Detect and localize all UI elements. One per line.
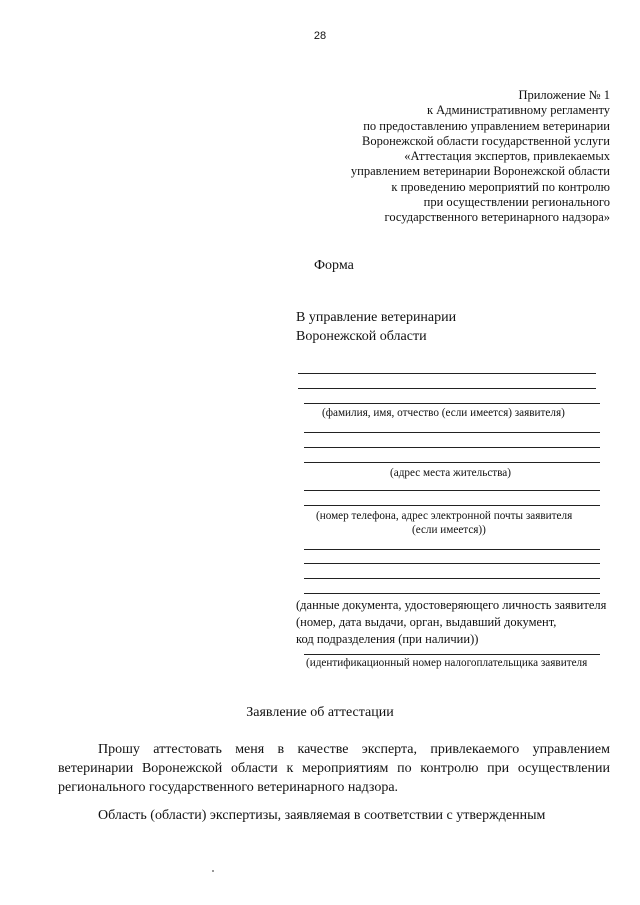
form-label: Форма [314,258,354,273]
fill-line-address-1[interactable] [304,432,600,433]
fill-line-document-3[interactable] [304,578,600,579]
fill-line-document-2[interactable] [304,563,600,564]
appendix-line: к проведению мероприятий по контролю [391,179,610,194]
caption-fio: (фамилия, имя, отчество (если имеется) заявителя) [322,407,565,419]
fill-line-fio-1[interactable] [298,373,596,374]
fill-line-fio-3[interactable] [304,403,600,404]
appendix-line: управлением ветеринарии Воронежской области [350,164,610,179]
caption-document-1: (данные документа, удостоверяющего личность заявителя [296,598,607,612]
caption-document-3: код подразделения (при наличии)) [296,632,479,646]
page-number: 28 [313,30,327,42]
appendix-line: при осуществлении регионального [423,195,610,210]
scan-speck [212,870,214,872]
addressee-line-1: В управление ветеринарии [296,310,457,325]
caption-address: (адрес места жительства) [390,467,511,479]
caption-inn: (идентификационный номер налогоплательщика заявителя [306,657,588,669]
fill-line-address-2[interactable] [304,447,600,448]
fill-line-fio-2[interactable] [298,388,596,389]
statement-paragraph-2: Область (области) экспертизы, заявляемая в соответствии с утвержденным [98,808,546,823]
fill-line-address-3[interactable] [304,462,600,463]
appendix-line: Воронежской области государственной услуги [361,133,610,148]
addressee [296,308,456,346]
addressee-line-2: Воронежской области [296,329,427,344]
caption-contacts-2: (если имеется)) [412,524,486,536]
statement-title: Заявление об аттестации [246,705,394,720]
fill-line-inn[interactable] [304,654,600,655]
appendix-line: к Административному регламенту [426,103,610,118]
fill-line-document-1[interactable] [304,549,600,550]
appendix-header [230,88,610,226]
caption-document-2: (номер, дата выдачи, орган, выдавший документ, [296,615,557,629]
fill-line-document-4[interactable] [304,593,600,594]
caption-contacts-1: (номер телефона, адрес электронной почты заявителя [316,510,573,522]
statement-paragraph-1: Прошу аттестовать меня в качестве эксперта, привлекаемого управлением ветеринарии Воронежской области к мероприятиям по контролю при осуществлении регионального государственного ветеринарного надзора. [58,742,610,795]
fill-line-contacts-1[interactable] [304,490,600,491]
fill-line-contacts-2[interactable] [304,505,600,506]
appendix-line: по предоставлению управлением ветеринарии [363,118,610,133]
appendix-line: «Аттестация экспертов, привлекаемых [404,149,610,164]
appendix-line: Приложение № 1 [518,88,610,102]
appendix-line: государственного ветеринарного надзора» [384,210,610,225]
